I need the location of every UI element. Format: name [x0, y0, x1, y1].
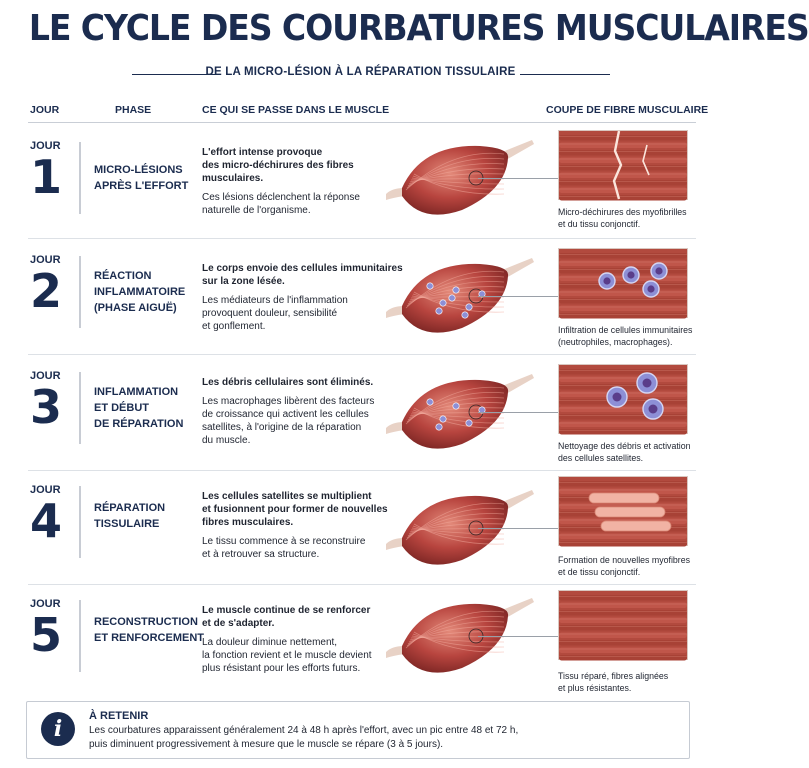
day-label: JOUR	[30, 370, 61, 382]
fiber-cross-section	[559, 365, 687, 433]
myofibril	[559, 195, 687, 201]
myofibril	[559, 165, 687, 171]
connector-line	[478, 412, 558, 413]
lead-line: des micro-déchirures des fibres	[202, 160, 354, 171]
body-line: et gonflement.	[202, 321, 266, 332]
myofibril	[559, 283, 687, 289]
lead-line: musculaires.	[202, 173, 264, 184]
phase-description	[202, 490, 387, 561]
caption-line: Formation de nouvelles myofibres	[558, 555, 691, 565]
immune-cell	[436, 308, 442, 314]
fiber-caption	[558, 670, 718, 694]
muscle-illustration	[382, 134, 542, 224]
phase-name	[94, 614, 204, 646]
immune-cell	[427, 399, 433, 405]
tendon-shape	[386, 306, 404, 318]
fiber-figure	[558, 590, 688, 660]
connector-line	[478, 178, 558, 179]
muscle-figure	[382, 134, 542, 224]
immune-cell	[440, 300, 446, 306]
body-line: Ces lésions déclenchent la réponse	[202, 192, 360, 203]
phase-line: ET RENFORCEMENT	[94, 632, 204, 644]
myofibril	[559, 603, 687, 609]
phase-description	[202, 604, 387, 675]
muscle-figure	[382, 592, 542, 682]
tendon-shape	[386, 188, 404, 200]
caption-line: Nettoyage des débris et activation	[558, 441, 691, 451]
day-divider	[79, 600, 81, 672]
myofibril	[559, 648, 687, 654]
caption-line: Tissu réparé, fibres alignées	[558, 671, 669, 681]
muscle-figure	[382, 484, 542, 574]
description-lead	[202, 490, 387, 529]
day-label: JOUR	[30, 254, 61, 266]
myofibril	[559, 313, 687, 319]
caption-line: Micro-déchirures des myofibrilles	[558, 207, 687, 217]
immune-cell	[466, 304, 472, 310]
body-line: la fonction revient et le muscle devient	[202, 650, 372, 661]
immune-cell	[453, 403, 459, 409]
immune-cell	[427, 283, 433, 289]
muscle-illustration	[382, 368, 542, 458]
row-divider	[28, 238, 696, 239]
phase-description	[202, 376, 387, 447]
myofibril	[559, 633, 687, 639]
immune-cell	[466, 420, 472, 426]
fiber-cross-section	[559, 131, 687, 199]
description-body	[202, 294, 387, 333]
myofibril	[559, 618, 687, 624]
day-divider	[79, 256, 81, 328]
phase-row	[0, 140, 721, 258]
muscle-illustration	[382, 592, 542, 682]
myofibril	[559, 377, 687, 383]
tendon-shape	[386, 422, 404, 434]
fiber-caption	[558, 554, 718, 578]
myofibril	[559, 481, 687, 487]
subtitle: DE LA MICRO-LÉSION À LA RÉPARATION TISSULAIRE	[205, 66, 516, 78]
new-myofibre	[601, 521, 671, 531]
immune-cell	[449, 295, 455, 301]
body-line: et à retrouver sa structure.	[202, 549, 320, 560]
myofibril	[559, 369, 687, 375]
subtitle-bar	[0, 66, 721, 82]
fiber-figure	[558, 248, 688, 318]
lead-line: fibres musculaires.	[202, 517, 294, 528]
body-line: provoquent douleur, sensibilité	[202, 308, 338, 319]
phase-line: (PHASE AIGUË)	[94, 302, 177, 314]
body-line: de croissance qui activent les cellules	[202, 409, 369, 420]
myofibril	[559, 150, 687, 156]
fiber-cross-section	[559, 477, 687, 545]
connector-line	[478, 636, 558, 637]
immune-cell	[462, 312, 468, 318]
cell-nucleus	[603, 277, 610, 284]
description-body	[202, 191, 387, 217]
header-rule	[28, 122, 696, 123]
fiber-cross-section	[559, 249, 687, 317]
phase-line: RÉPARATION	[94, 502, 166, 514]
body-line: du muscle.	[202, 435, 251, 446]
phase-line: RÉACTION	[94, 270, 152, 282]
caption-line: (neutrophiles, macrophages).	[558, 337, 673, 347]
day-label: JOUR	[30, 598, 61, 610]
new-myofibre	[589, 493, 659, 503]
body-line: Le tissu commence à se reconstruire	[202, 536, 366, 547]
myofibril	[559, 610, 687, 616]
phase-line: APRÈS L'EFFORT	[94, 180, 189, 192]
description-body	[202, 636, 387, 675]
body-line: Les macrophages libèrent des facteurs	[202, 396, 375, 407]
row-divider	[28, 470, 696, 471]
lead-line: Le corps envoie des cellules immunitaires	[202, 263, 403, 274]
description-lead	[202, 146, 387, 185]
tendon-shape	[386, 538, 404, 550]
caption-line: et de tissu conjonctif.	[558, 567, 641, 577]
row-divider	[28, 354, 696, 355]
body-line: satellites, à l'origine de la réparation	[202, 422, 362, 433]
new-myofibre	[595, 507, 665, 517]
header-phase: PHASE	[115, 104, 152, 116]
muscle-figure	[382, 252, 542, 342]
lead-line: sur la zone lésée.	[202, 276, 285, 287]
key-takeaway-line: Les courbatures apparaissent généralement 24 à 48 h après l'effort, avec un pic entre 48 et 72 h,	[89, 725, 519, 736]
fiber-cross-section	[559, 591, 687, 659]
cell-nucleus	[649, 405, 658, 414]
myofibril	[559, 429, 687, 435]
myofibril	[559, 291, 687, 297]
day-divider	[79, 486, 81, 558]
description-lead	[202, 604, 387, 630]
muscle-illustration	[382, 484, 542, 574]
phase-description	[202, 146, 387, 217]
lead-line: Le muscle continue de se renforcer	[202, 605, 371, 616]
fiber-caption	[558, 440, 718, 464]
myofibril	[559, 407, 687, 413]
phase-name	[94, 268, 194, 316]
lead-line: et de s'adapter.	[202, 618, 275, 629]
phase-name	[94, 500, 194, 532]
key-takeaway-title: À RETENIR	[89, 710, 149, 722]
myofibril	[559, 158, 687, 164]
tendon-shape	[386, 646, 404, 658]
phase-description	[202, 262, 403, 333]
header-muscle: CE QUI SE PASSE DANS LE MUSCLE	[202, 104, 390, 116]
body-line: Les médiateurs de l'inflammation	[202, 295, 348, 306]
connector-line	[478, 296, 558, 297]
phase-line: RECONSTRUCTION	[94, 616, 198, 628]
myofibril	[559, 188, 687, 194]
phase-line: ET DÉBUT	[94, 402, 149, 414]
phase-row	[0, 598, 721, 716]
phase-line: TISSULAIRE	[94, 518, 160, 530]
day-number: 2	[30, 264, 63, 318]
immune-cell	[453, 287, 459, 293]
phase-line: DE RÉPARATION	[94, 418, 184, 430]
day-label: JOUR	[30, 484, 61, 496]
cell-nucleus	[655, 267, 662, 274]
page-title: LE CYCLE DES COURBATURES MUSCULAIRES	[28, 8, 809, 49]
phase-line: INFLAMMATION	[94, 386, 179, 398]
day-number: 4	[30, 494, 63, 548]
myofibril	[559, 180, 687, 186]
key-takeaway-line: puis diminuent progressivement à mesure que le muscle se répare (3 à 5 jours).	[89, 739, 444, 750]
description-lead	[202, 376, 387, 389]
myofibril	[559, 414, 687, 420]
day-number: 5	[30, 608, 63, 662]
header-day: JOUR	[30, 104, 60, 116]
caption-line: et du tissu conjonctif.	[558, 219, 641, 229]
fiber-caption	[558, 206, 718, 230]
caption-line: des cellules satellites.	[558, 453, 644, 463]
day-divider	[79, 372, 81, 444]
myofibril	[559, 306, 687, 312]
caption-line: Infiltration de cellules immunitaires	[558, 325, 693, 335]
key-takeaway-text	[89, 724, 518, 752]
phase-name	[94, 384, 194, 432]
myofibril	[559, 422, 687, 428]
row-divider	[28, 584, 696, 585]
phase-line: INFLAMMATOIRE	[94, 286, 186, 298]
phase-line: MICRO-LÉSIONS	[94, 164, 183, 176]
day-number: 3	[30, 380, 63, 434]
myofibril	[559, 253, 687, 259]
myofibril	[559, 135, 687, 141]
day-label: JOUR	[30, 140, 61, 152]
myofibril	[559, 143, 687, 149]
caption-line: et plus résistantes.	[558, 683, 632, 693]
body-line: La douleur diminue nettement,	[202, 637, 338, 648]
lead-line: L'effort intense provoque	[202, 147, 323, 158]
body-line: naturelle de l'organisme.	[202, 205, 311, 216]
myofibril	[559, 298, 687, 304]
fiber-figure	[558, 476, 688, 546]
myofibril	[559, 655, 687, 661]
muscle-figure	[382, 368, 542, 458]
fiber-figure	[558, 364, 688, 434]
myofibril	[559, 261, 687, 267]
header-fiber: COUPE DE FIBRE MUSCULAIRE	[546, 104, 709, 116]
description-lead	[202, 262, 403, 288]
description-body	[202, 535, 387, 561]
lead-line: et fusionnent pour former de nouvelles	[202, 504, 388, 515]
cell-nucleus	[627, 271, 634, 278]
immune-cell	[440, 416, 446, 422]
muscle-illustration	[382, 252, 542, 342]
fiber-figure	[558, 130, 688, 200]
cell-nucleus	[613, 393, 622, 402]
immune-cell	[436, 424, 442, 430]
myofibril	[559, 640, 687, 646]
cell-nucleus	[643, 379, 652, 388]
info-icon: i	[41, 712, 75, 746]
subtitle-rule-right	[520, 74, 610, 75]
connector-line	[478, 528, 558, 529]
myofibril	[559, 625, 687, 631]
lead-line: Les débris cellulaires sont éliminés.	[202, 377, 374, 388]
myofibril	[559, 595, 687, 601]
myofibril	[559, 534, 687, 540]
myofibril	[559, 541, 687, 547]
fiber-caption	[558, 324, 718, 348]
description-body	[202, 395, 387, 447]
body-line: plus résistant pour les efforts futurs.	[202, 663, 361, 674]
day-divider	[79, 142, 81, 214]
cell-nucleus	[647, 285, 654, 292]
key-takeaway-box	[26, 701, 690, 759]
day-number: 1	[30, 150, 63, 204]
myofibril	[559, 173, 687, 179]
phase-name	[94, 162, 194, 194]
lead-line: Les cellules satellites se multiplient	[202, 491, 372, 502]
